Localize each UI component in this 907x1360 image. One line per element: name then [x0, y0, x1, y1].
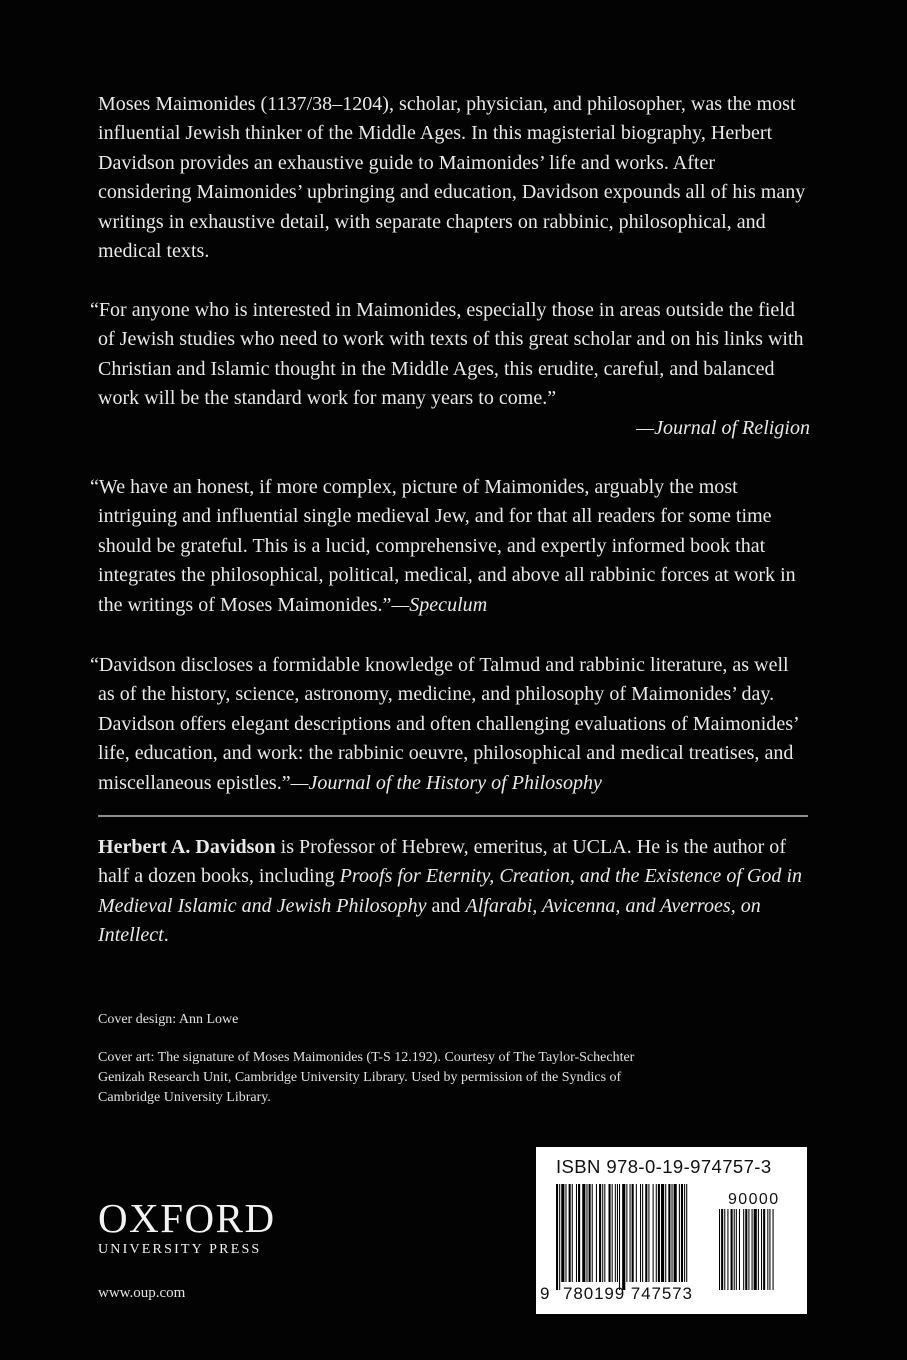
isbn-barcode — [536, 1147, 807, 1314]
book-description: Moses Maimonides (1137/38–1204), scholar, physician, and philosopher, was the most influential Jewish thinker of the Middle Ages. In this magisterial biography, Herbert Davidson provides an exhaustive guide to Maimonides’ life and works. After considering Maimonides’ upbringing and education, Davidson expounds all of his many writings in exhaustive detail, with separate chapters on rabbinic, philosophical, and medical texts. — [98, 93, 806, 263]
review-quote — [90, 473, 810, 620]
review-text: “For anyone who is interested in Maimonides, especially those in areas outside the field of Jewish studies who need to work with texts of this great scholar and on his links with Christian and Islamic thought in the Middle Ages, this erudite, careful, and balanced work will be the standard work for many years to come.” — [90, 299, 804, 410]
barcode-lead-digit: 9 — [540, 1284, 551, 1303]
review-text: “Davidson discloses a formidable knowledge of Talmud and rabbinic literature, as well as of the history, science, astronomy, medicine, and philosophy of Maimonides’ day. Davidson offers elegant descriptions and often challenging evaluations of Maimonides’ life, education, and work: the rabbinic oeuvre, philosophical and medical treatises, and miscellaneous epistles.” — [90, 654, 799, 794]
book-title: Proofs for Eternity, Creation, and the Existence of God in Medieval Islamic and Jewish Philosophy — [98, 865, 803, 917]
publisher-logo — [98, 1195, 276, 1258]
author-bio: Herbert A. Davidson is Professor of Hebrew, emeritus, at UCLA. He is the author of half a dozen books, including Proofs for Eternity, Creation, and the Existence of God in Medieval Islamic and Jewish Philosophy and Alfarabi, Avicenna, and Averroes, on Intellect. — [98, 836, 803, 947]
barcode-digits: 780199 747573 — [563, 1284, 693, 1303]
publisher-name: OXFORD — [98, 1195, 276, 1241]
publisher-url[interactable]: www.oup.com — [98, 1285, 186, 1301]
divider — [98, 815, 808, 817]
review-text: “We have an honest, if more complex, picture of Maimonides, arguably the most intriguing and influential single medieval Jew, and for that all readers for some time should be grateful. This is a lucid, comprehensive, and expertly informed book that integrates the philosophical, political, medical, and above all rabbinic forces at work in the writings of Moses Maimonides.” — [90, 476, 796, 616]
review-quote — [90, 651, 810, 798]
price-code: 90000 — [728, 1191, 780, 1208]
book-title: Alfarabi, Avicenna, and Averroes, on Intellect — [98, 894, 761, 947]
cover-art-credit: Cover art: The signature of Moses Maimonides (T-S 12.192). Courtesy of The Taylor-Schechter Genizah Research Unit, Cambridge University Library. Used by permission of the Syndics of Cambridge University Library. — [98, 1050, 635, 1105]
review-source: —Journal of Religion — [636, 416, 810, 439]
review-source: —Speculum — [391, 593, 488, 616]
review-source: —Journal of the History of Philosophy — [290, 771, 602, 794]
publisher-subname: UNIVERSITY PRESS — [98, 1242, 262, 1257]
author-name: Herbert A. Davidson — [98, 836, 276, 858]
cover-design-credit: Cover design: Ann Lowe — [98, 1012, 239, 1027]
isbn-label: ISBN 978-0-19-974757-3 — [556, 1156, 772, 1177]
review-quote — [90, 296, 810, 443]
